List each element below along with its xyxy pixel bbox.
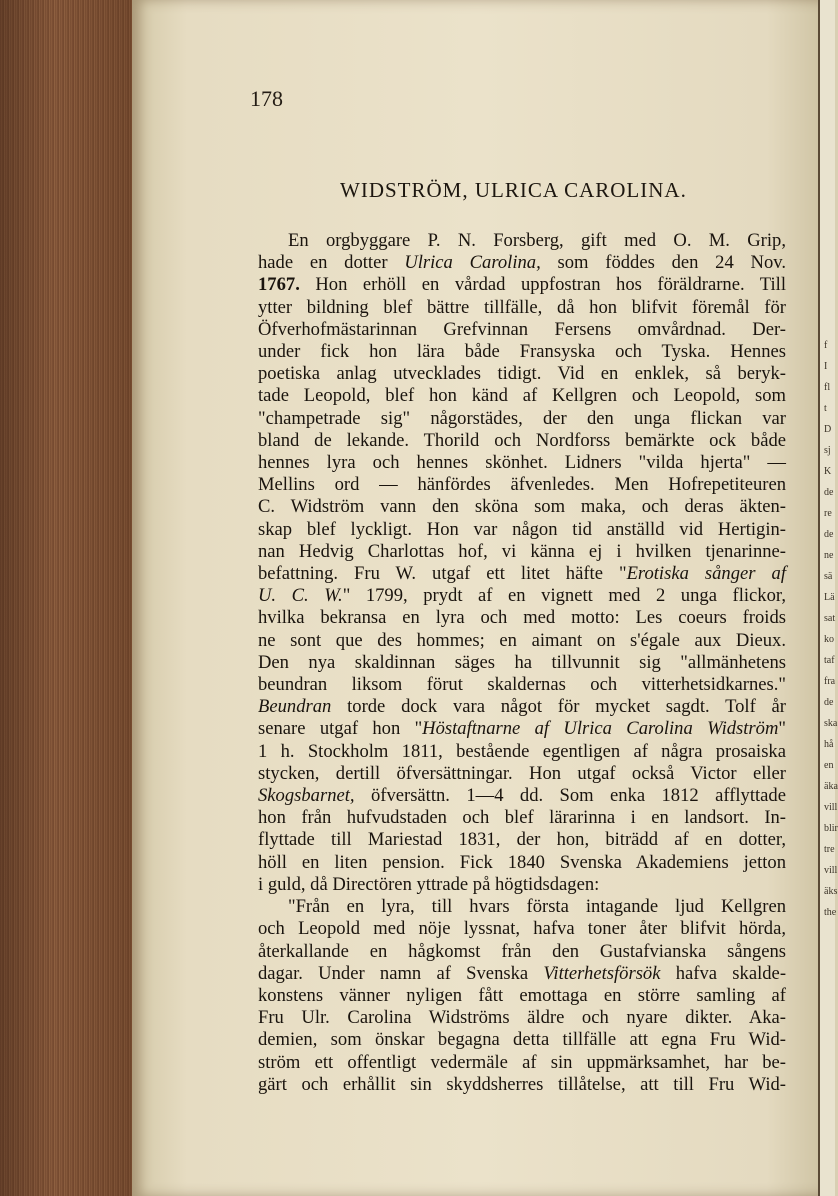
page-number: 178 — [250, 86, 283, 111]
margin-fragment: K — [824, 466, 832, 477]
text-line: stycken, dertill öfversättningar. Hon utgaf också Victor eller — [258, 762, 786, 784]
text-line: poetiska anlag utvecklades tidigt. Vid en enklek, så beryk- — [258, 363, 786, 385]
adjacent-page-sliver — [818, 0, 838, 1196]
text-line: höll en liten pension. Fick 1840 Svenska Akademiens jetton — [258, 851, 786, 873]
text-line: ström ett offentligt vedermäle af sin uppmärksamhet, har be- — [258, 1051, 786, 1073]
text-line: Fru Ulr. Carolina Widströms äldre och nyare dikter. Aka- — [258, 1007, 786, 1029]
text-line: C. Widström vann den sköna som maka, och deras äkten- — [258, 496, 786, 518]
margin-fragment: hå — [824, 739, 834, 750]
margin-fragment: de — [824, 529, 834, 540]
text-line: Skogsbarnet, öfversättn. 1—4 dd. Som enka 1812 afflyttade — [258, 785, 786, 807]
text-line: hvilka bekransa en lyra och med motto: Les coeurs froids — [258, 607, 786, 629]
text-line: Mellins ord — hänfördes äfvenledes. Men Hofrepetiteuren — [258, 474, 786, 496]
margin-fragment: ne — [824, 550, 834, 561]
margin-fragment: t — [824, 403, 827, 414]
margin-fragment: sä — [824, 571, 833, 582]
margin-fragment: ska — [824, 718, 838, 729]
text-line: senare utgaf hon "Höstaftnarne af Ulrica Carolina Widström" — [258, 718, 786, 740]
text-line: flyttade till Mariestad 1831, der hon, biträdd af en dotter, — [258, 829, 786, 851]
margin-fragment: äka — [824, 781, 838, 792]
margin-fragment: sj — [824, 445, 831, 456]
margin-fragment: D — [824, 424, 832, 435]
text-line: Den nya skaldinnan säges ha tillvunnit sig "allmänhetens — [258, 651, 786, 673]
text-line: konstens vänner nyligen fått emottaga en större samling af — [258, 984, 786, 1006]
text-line: U. C. W." 1799, prydt af en vignett med 2 unga flickor, — [258, 585, 786, 607]
text-line: ne sont que des hommes; en aimant on s'égale aux Dieux. — [258, 629, 786, 651]
margin-fragment: fra — [824, 676, 836, 687]
text-line: Öfverhofmästarinnan Grefvinnan Fersens omvårdnad. Der- — [258, 318, 786, 340]
margin-fragment: I — [824, 361, 828, 372]
margin-fragment: re — [824, 508, 832, 519]
book-page-edges — [0, 0, 135, 1196]
text-line: i guld, då Directören yttrade på högtidsdagen: — [258, 873, 600, 895]
margin-fragment: the — [824, 907, 837, 918]
margin-fragment: vill — [824, 865, 838, 876]
margin-fragment: sat — [824, 613, 836, 624]
text-line: dagar. Under namn af Svenska Vitterhetsförsök hafva skalde- — [258, 962, 787, 984]
text-line: En orgbyggare P. N. Forsberg, gift med O. M. Grip, — [288, 230, 786, 251]
text-line: gärt och erhållit sin skyddsherres tillåtelse, att till Fru Wid- — [258, 1073, 786, 1095]
margin-fragment: blir — [824, 823, 838, 834]
text-line: befattning. Fru W. utgaf ett litet häfte "Erotiska sånger af — [258, 563, 786, 585]
text-line: hade en dotter Ulrica Carolina, som föddes den 24 Nov. — [258, 252, 787, 274]
chapter-title: WIDSTRÖM, ULRICA CAROLINA. — [340, 178, 687, 202]
text-line: under fick hon lära både Fransyska och Tyska. Hennes — [258, 341, 786, 363]
margin-fragment: tre — [824, 844, 835, 855]
text-line: återkallande en hågkomst från den Gustafvianska sångens — [258, 940, 786, 962]
margin-fragment: de — [824, 487, 834, 498]
body-text — [258, 230, 786, 1096]
text-line: hon från hufvudstaden och blef lärarinna i en landsort. In- — [258, 807, 786, 829]
text-line: hennes lyra och hennes skönhet. Lidners "vilda hjerta" — — [258, 452, 786, 474]
text-line: 1767. Hon erhöll en vårdad uppfostran hos föräldrarne. Till — [258, 274, 786, 296]
margin-fragment: vill — [824, 802, 838, 813]
margin-fragment: ko — [824, 634, 834, 645]
margin-fragment: äks — [824, 886, 838, 897]
text-line: 1 h. Stockholm 1811, bestående egentligen af några prosaiska — [258, 740, 786, 762]
text-line: bland de lekande. Thorild och Nordforss bemärkte ock både — [258, 429, 786, 451]
margin-fragment: f — [824, 340, 828, 351]
text-line: "Från en lyra, till hvars första intagande ljud Kellgren — [288, 896, 786, 918]
text-line: nan Hedvig Charlottas hof, vi känna ej i hvilken tjenarinne- — [258, 540, 786, 562]
margin-fragment: de — [824, 697, 834, 708]
margin-fragment: Lä — [824, 592, 835, 603]
margin-fragment: taf — [824, 655, 835, 666]
margin-fragment: en — [824, 760, 834, 771]
text-line: tade Leopold, blef hon känd af Kellgren och Leopold, som — [258, 385, 786, 407]
text-line: Beundran torde dock vara något för mycket sagdt. Tolf år — [258, 696, 786, 718]
text-line: "champetrade sig" någorstädes, der den unga flickan var — [258, 407, 786, 429]
text-line: beundran liksom förut skaldernas och vitterhetsidkarnes." — [258, 674, 786, 696]
text-line: demien, som önskar begagna detta tillfälle att egna Fru Wid- — [258, 1029, 786, 1051]
text-line: och Leopold med nöje lyssnat, hafva toner åter blifvit hörda, — [258, 918, 786, 940]
text-line: ytter bildning blef bättre tillfälle, då hon blifvit föremål för — [258, 296, 786, 318]
text-line: skap blef lyckligt. Hon var någon tid anställd vid Hertigin- — [258, 518, 786, 540]
margin-fragment: fl — [824, 382, 831, 393]
